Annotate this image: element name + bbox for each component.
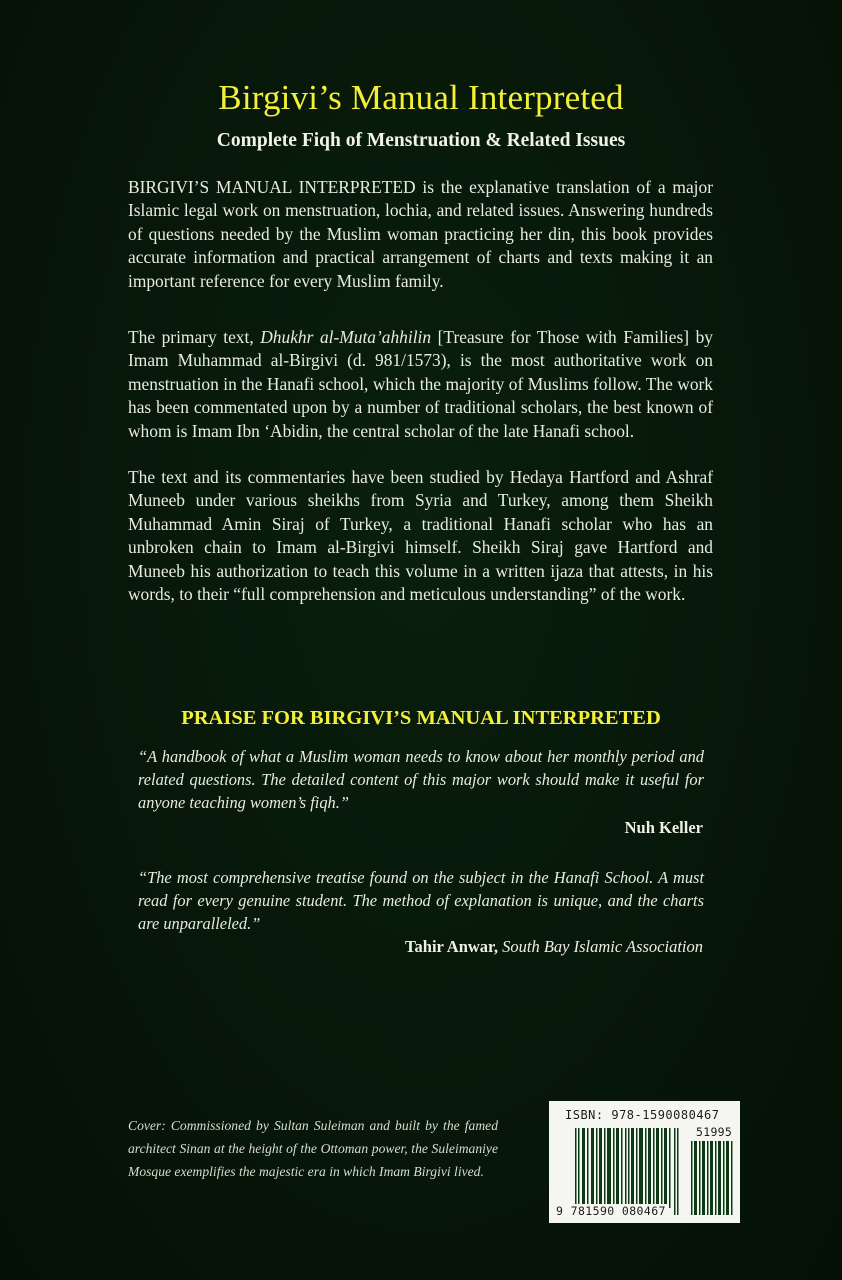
book-subtitle: Complete Fiqh of Menstruation & Related Issues bbox=[216, 130, 626, 151]
praise-quote-1: “A handbook of what a Muslim woman needs to know about her monthly period and related questions. The detailed content of this major work should make it useful for anyone teaching women’s fiqh.” bbox=[138, 747, 704, 812]
quote-author: Tahir Anwar, bbox=[405, 937, 498, 956]
quote-affiliation: South Bay Islamic Association bbox=[497, 937, 703, 956]
quote-attribution-2 bbox=[405, 936, 703, 958]
price-code: 51995 bbox=[696, 1125, 733, 1139]
isbn-barcode bbox=[549, 1101, 740, 1223]
barcode-bars-icon bbox=[575, 1128, 679, 1215]
book-title: Birgivi’s Manual Interpreted bbox=[218, 78, 624, 117]
description-paragraph-3: The text and its commentaries have been studied by Hedaya Hartford and Ashraf Muneeb under various sheikhs from Syria and Turkey, among them Sheikh Muhammad Amin Siraj of Turkey, a traditional Hanafi scholar who has an unbroken chain to Imam al-Birgivi himself. Sheikh Siraj gave Hartford and Muneeb his authorization to teach this volume in a written ijaza that attests, in his words, to their “full comprehension and meticulous understanding” of the work. bbox=[128, 467, 713, 605]
primary-text-title: Dhukhr al-Muta’ahhilin bbox=[260, 327, 432, 347]
quote-author: Nuh Keller bbox=[624, 818, 703, 837]
paragraph-lead: The primary text, bbox=[128, 327, 261, 347]
praise-quote-2: “The most comprehensive treatise found on the subject in the Hanafi School. A must read for every genuine student. The method of explanation is unique, and the charts are unparalleled.” bbox=[138, 868, 704, 933]
price-barcode-bars-icon bbox=[691, 1141, 735, 1215]
paragraph-body: [Treasure for Those with Families] by Imam Muhammad al-Birgivi (d. 981/1573), is the most authoritative work on menstruation in the Hanafi school, which the majority of Muslims follow. The work has been commentated upon by a number of traditional scholars, the best known of whom is Imam Ibn ‘Abidin, the central scholar of the late Hanafi school. bbox=[128, 327, 713, 441]
description-paragraph-2 bbox=[128, 326, 713, 443]
barcode-digits bbox=[555, 1204, 667, 1218]
quote-attribution-1 bbox=[625, 817, 703, 839]
barcode-number: 9 781590 080467 bbox=[556, 1204, 666, 1218]
isbn-label: ISBN: 978-1590080467 bbox=[565, 1108, 720, 1122]
description-paragraph-1: BIRGIVI’S MANUAL INTERPRETED is the explanative translation of a major Islamic legal work on menstruation, lochia, and related issues. Answering hundreds of questions needed by the Muslim woman practicing her din, this book provides accurate information and practical arrangement of charts and texts making it an important reference for every Muslim family. bbox=[128, 177, 713, 291]
cover-image-note: Cover: Commissioned by Sultan Suleiman and built by the famed architect Sinan at the height of the Ottoman power, the Suleimaniye Mosque exemplifies the majestic era in which Imam Birgivi lived. bbox=[128, 1118, 498, 1179]
praise-heading: PRAISE FOR BIRGIVI’S MANUAL INTERPRETED bbox=[181, 707, 661, 729]
